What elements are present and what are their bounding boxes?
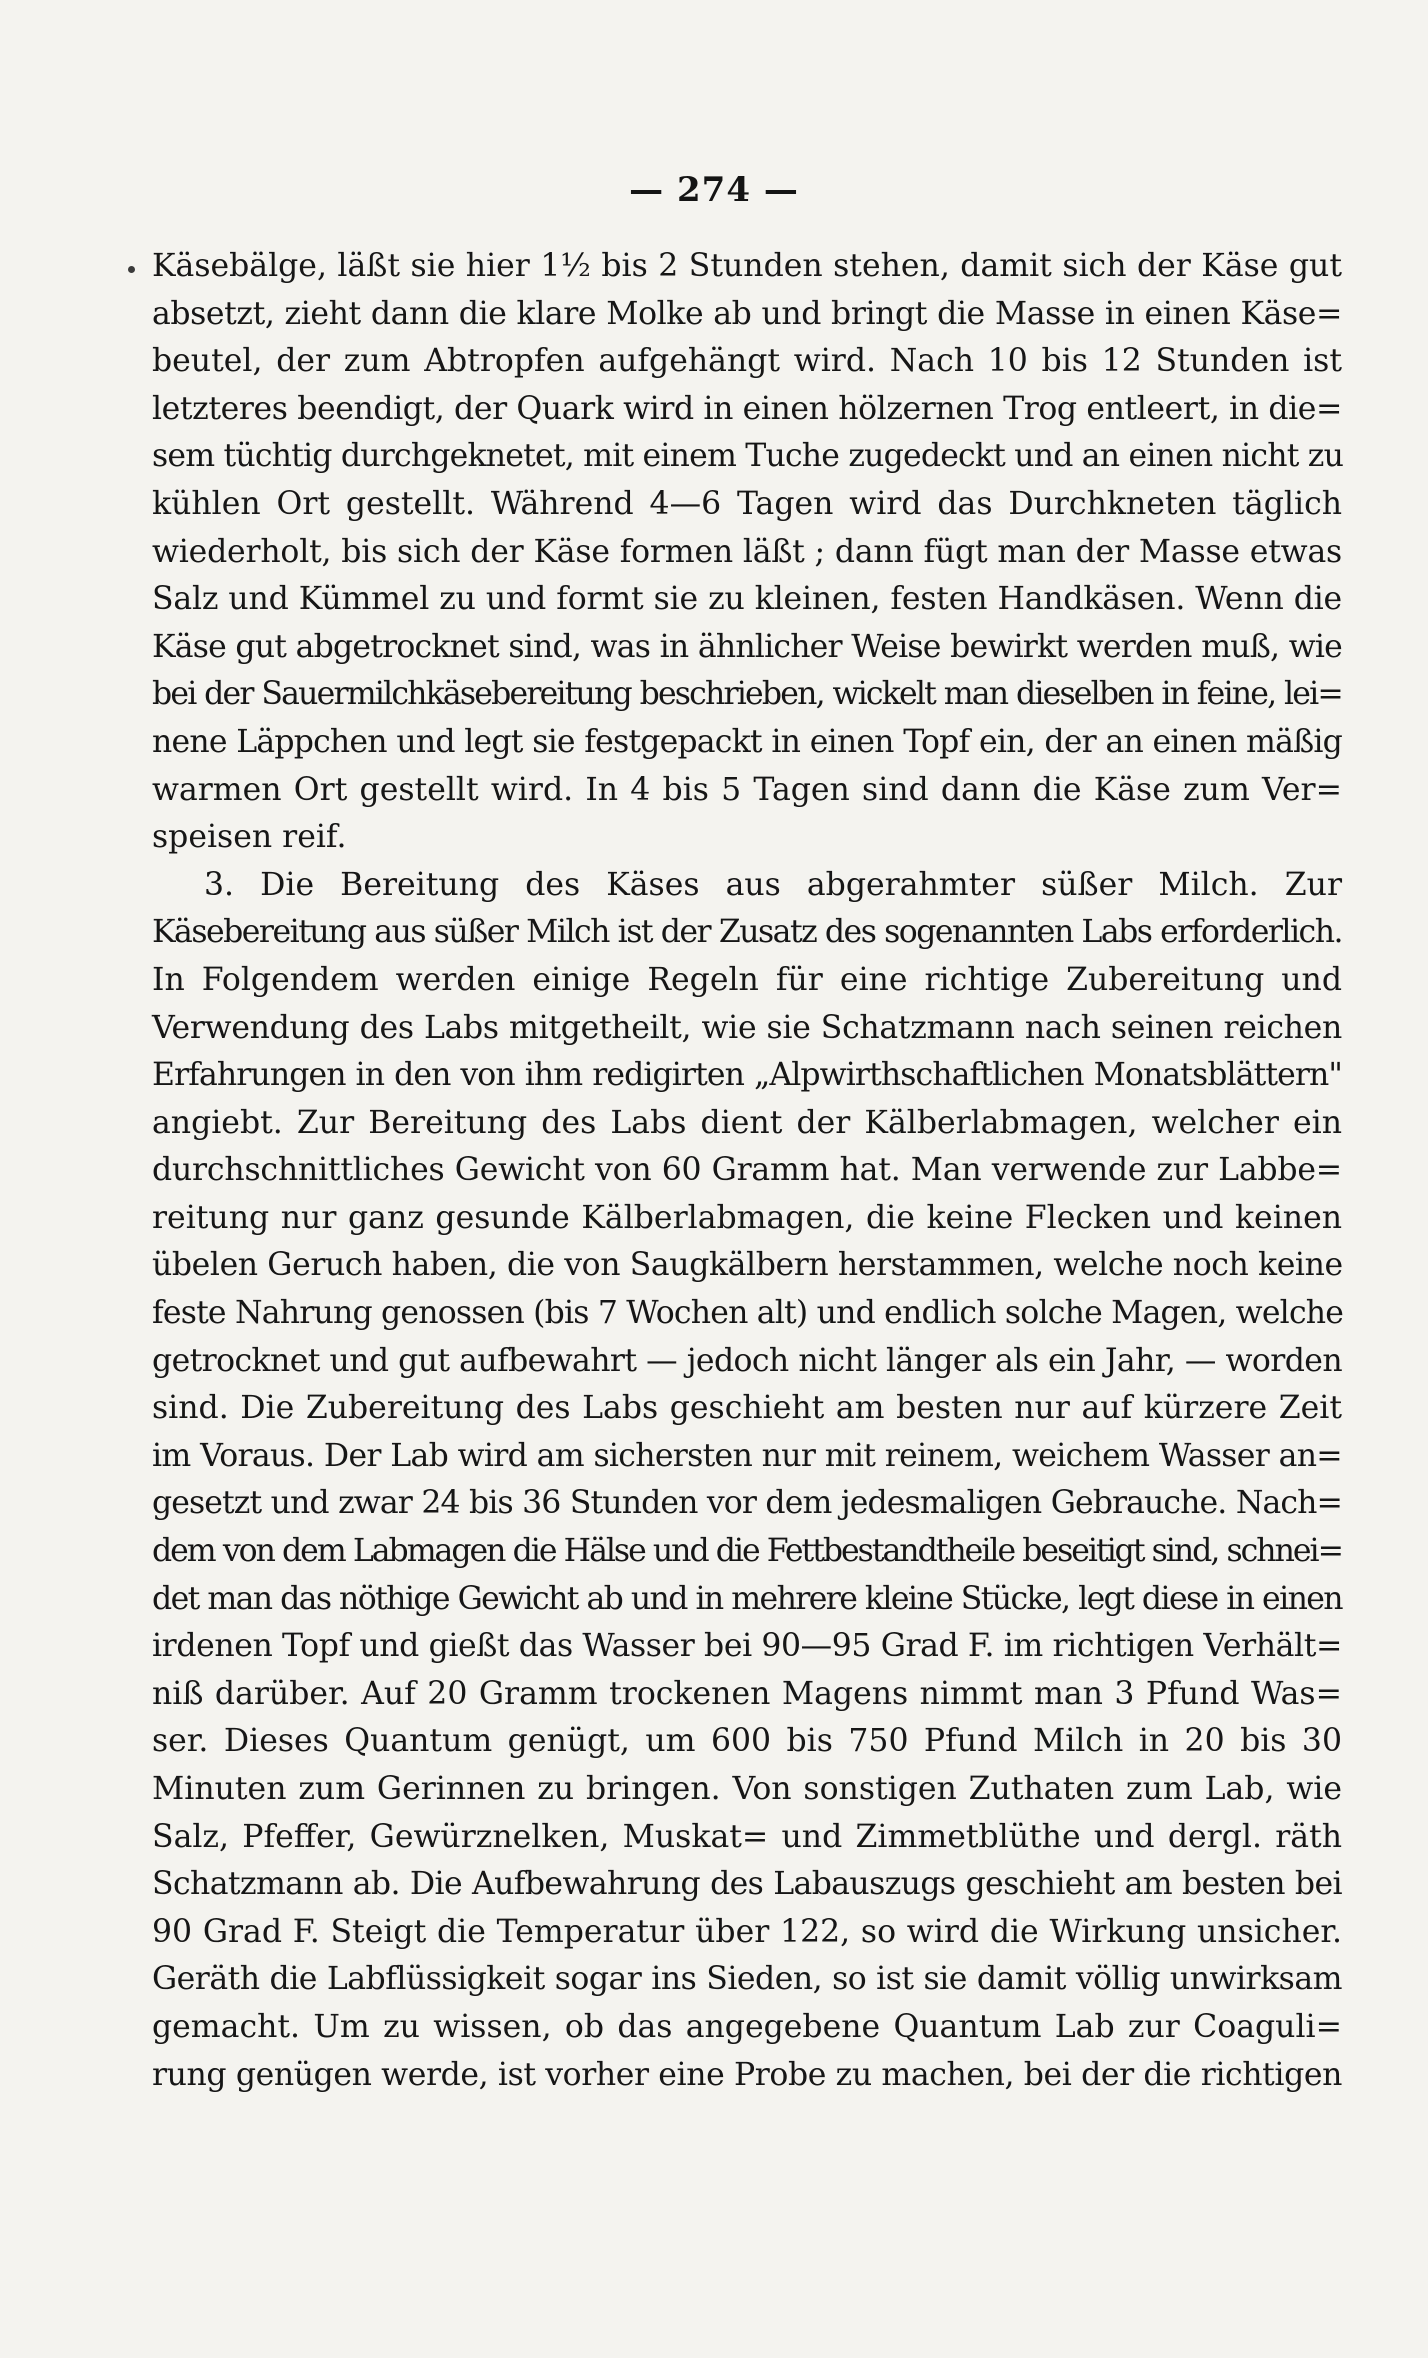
text-line: Geräth die Labflüssigkeit sogar ins Sieden, so ist sie damit völlig unwirksam <box>152 1961 1342 1998</box>
text-line: im Voraus. Der Lab wird am sichersten nur mit reinem, weichem Wasser an= <box>152 1437 1342 1474</box>
text-line: warmen Ort gestellt wird. In 4 bis 5 Tagen sind dann die Käse zum Ver= <box>152 771 1342 808</box>
text-line: ser. Dieses Quantum genügt, um 600 bis 750 Pfund Milch in 20 bis 30 <box>152 1723 1342 1760</box>
text-line: Verwendung des Labs mitgetheilt, wie sie Schatzmann nach seinen reichen <box>152 1009 1342 1046</box>
text-line: 90 Grad F. Steigt die Temperatur über 122, so wird die Wirkung unsicher. <box>152 1913 1342 1950</box>
text-line: det man das nöthige Gewicht ab und in mehrere kleine Stücke, legt diese in einen <box>152 1580 1342 1617</box>
text-line: feste Nahrung genossen (bis 7 Wochen alt) und endlich solche Magen, welche <box>152 1295 1344 1332</box>
text-line: reitung nur ganz gesunde Kälberlabmagen, die keine Flecken und keinen <box>152 1199 1342 1236</box>
text-line: wiederholt, bis sich der Käse formen läßt ; dann fügt man der Masse etwas <box>152 533 1342 570</box>
text-line: irdenen Topf und gießt das Wasser bei 90—95 Grad F. im richtigen Verhält= <box>152 1628 1342 1665</box>
text-line: durchschnittliches Gewicht von 60 Gramm hat. Man verwende zur Labbe= <box>152 1152 1342 1189</box>
body-text <box>152 243 1342 2099</box>
text-line: nene Läppchen und legt sie festgepackt in einen Topf ein, der an einen mäßig <box>152 723 1342 760</box>
text-line: übelen Geruch haben, die von Saugkälbern herstammen, welche noch keine <box>152 1247 1343 1284</box>
text-line: Erfahrungen in den von ihm redigirten „Alpwirthschaftlichen Monatsblättern" <box>152 1057 1342 1094</box>
text-line: letzteres beendigt, der Quark wird in einen hölzernen Trog entleert, in die= <box>152 390 1342 427</box>
text-line: beutel, der zum Abtropfen aufgehängt wird. Nach 10 bis 12 Stunden ist <box>152 343 1342 380</box>
text-line: Minuten zum Gerinnen zu bringen. Von sonstigen Zuthaten zum Lab, wie <box>152 1771 1342 1807</box>
text-line: angiebt. Zur Bereitung des Labs dient der Kälberlabmagen, welcher ein <box>152 1104 1342 1141</box>
text-line: Käsebereitung aus süßer Milch ist der Zusatz des sogenannten Labs erforderlich. <box>152 914 1342 951</box>
text-line: absetzt, zieht dann die klare Molke ab und bringt die Masse in einen Käse= <box>152 295 1342 332</box>
section-heading-line: 3. Die Bereitung des Käses aus abgerahmter süßer Milch. Zur <box>204 866 1342 903</box>
text-line: bei der Sauermilchkäsebereitung beschrieben, wickelt man dieselben in feine, lei= <box>152 676 1342 713</box>
text-line: In Folgendem werden einige Regeln für eine richtige Zubereitung und <box>152 961 1342 998</box>
text-line: Schatzmann ab. Die Aufbewahrung des Labauszugs geschieht am besten bei <box>152 1866 1342 1903</box>
text-line: Salz, Pfeffer, Gewürznelken, Muskat= und Zimmetblüthe und dergl. räth <box>152 1818 1342 1855</box>
page-number: — 274 — <box>629 170 799 210</box>
text-line: speisen reif. <box>152 819 347 856</box>
text-line: Käse gut abgetrocknet sind, was in ähnlicher Weise bewirkt werden muß, wie <box>152 628 1342 665</box>
text-line: gemacht. Um zu wissen, ob das angegebene Quantum Lab zur Coaguli= <box>152 2008 1342 2045</box>
text-line: niß darüber. Auf 20 Gramm trockenen Magens nimmt man 3 Pfund Was= <box>152 1675 1342 1712</box>
text-line: sind. Die Zubereitung des Labs geschieht am besten nur auf kürzere Zeit <box>152 1390 1342 1427</box>
text-line: sem tüchtig durchgeknetet, mit einem Tuche zugedeckt und an einen nicht zu <box>152 438 1344 475</box>
text-line: getrocknet und gut aufbewahrt — jedoch nicht länger als ein Jahr, — worden <box>152 1342 1342 1379</box>
text-line: rung genügen werde, ist vorher eine Probe zu machen, bei der die richtigen <box>152 2056 1342 2093</box>
text-line: gesetzt und zwar 24 bis 36 Stunden vor dem jedesmaligen Gebrauche. Nach= <box>152 1485 1342 1522</box>
margin-mark <box>128 266 135 273</box>
text-line: Käsebälge, läßt sie hier 1½ bis 2 Stunden stehen, damit sich der Käse gut <box>152 248 1342 284</box>
text-line: kühlen Ort gestellt. Während 4—6 Tagen wird das Durchkneten täglich <box>152 485 1342 522</box>
text-line: dem von dem Labmagen die Hälse und die Fettbestandtheile beseitigt sind, schnei= <box>152 1533 1342 1570</box>
text-line: Salz und Kümmel zu und formt sie zu kleinen, festen Handkäsen. Wenn die <box>152 581 1342 618</box>
